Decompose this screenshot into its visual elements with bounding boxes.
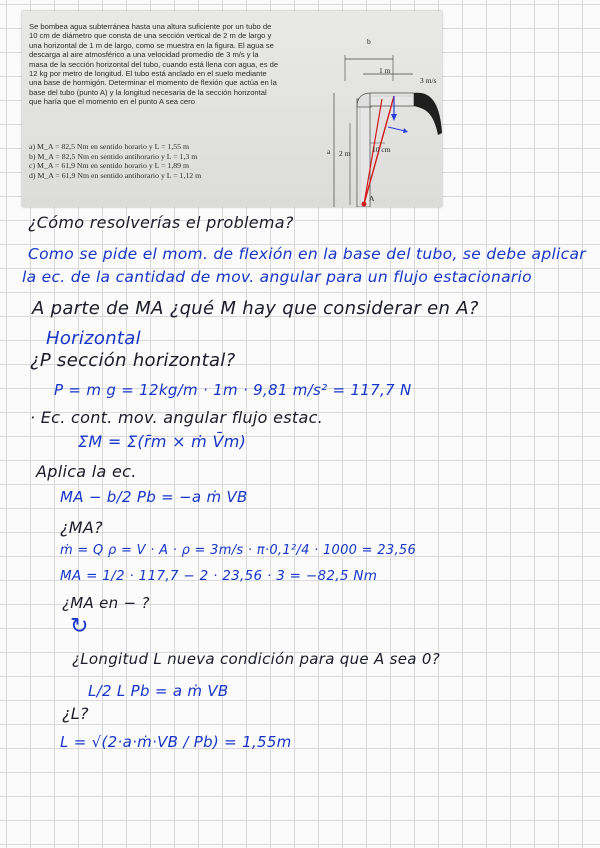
label-point-a: A: [369, 194, 375, 203]
note-answer-line1: Como se pide el mom. de flexión en la base del tubo, se debe aplicar: [28, 245, 586, 263]
note-answer-horizontal: Horizontal: [46, 328, 141, 349]
note-length-condition: L/2 L Pb = a ṁ VB: [88, 682, 229, 700]
note-question-ma: ¿MA?: [60, 518, 103, 537]
pipe-figure: [297, 31, 442, 207]
note-ma-result: MA = 1/2 · 117,7 − 2 · 23,56 · 3 = −82,5 Nm: [60, 568, 378, 584]
note-length-result: L = √(2·a·ṁ·VB / Pb) = 1,55m: [60, 733, 292, 751]
clockwise-arrow-icon: ↻: [70, 614, 89, 639]
note-question-moment: A parte de MA ¿qué M hay que considerar en A?: [32, 298, 479, 319]
note-mass-flow-calc: ṁ = Q ρ = V · A · ρ = 3m/s · π·0,1²/4 · 1000 = 23,56: [60, 543, 417, 558]
pipe-diagram: [297, 31, 442, 207]
option-a: a) M_A = 82,5 Nm en sentido horario y L = 1,55 m: [29, 142, 190, 151]
water-jet: [414, 93, 442, 135]
pipe-elbow: [357, 93, 371, 107]
note-moment-equation: MA − b/2 Pb = −a ṁ VB: [60, 488, 248, 506]
note-answer-line2: la ec. de la cantidad de mov. angular para un flujo estacionario: [22, 268, 532, 286]
note-question-l: ¿L?: [62, 704, 89, 723]
label-1m: 1 m: [379, 66, 391, 75]
note-question-resolve: ¿Cómo resolverías el problema?: [28, 213, 294, 232]
label-2m: 2 m: [339, 149, 351, 158]
note-question-length: ¿Longitud L nueva condición para que A sea 0?: [72, 650, 440, 668]
note-question-weight: ¿P sección horizontal?: [30, 350, 236, 371]
note-apply-eq: Aplica la ec.: [36, 462, 137, 481]
note-question-sign: ¿MA en − ?: [62, 594, 150, 612]
note-angular-momentum-eq: · Ec. cont. mov. angular flujo estac.: [30, 408, 324, 427]
option-d: d) M_A = 61,9 Nm en sentido antihorario y L = 1,12 m: [29, 170, 202, 180]
problem-statement: Se bombea agua subterránea hasta una altura suficiente por un tubo de 10 cm de diámetro que consta de una sección vertical de 2 m de largo y una horizontal de 1 m de largo, como se muestra en la figura. El agua se descarga al aire atmosférico a una velocidad promedio de 3 m/s y la masa de la sección horizontal del tubo, cuando está llena con agua, es de 12 kg por metro de longitud. El tubo está anclado en el suelo mediante una base de hormigón. Determinar el momento de flexión que actúa en la base del tubo (punto A) y la longitud necesaria de la sección horizontal que haría que el momento en el punto A sea cero: [29, 22, 279, 107]
problem-photo: [22, 11, 442, 207]
label-10cm: 10 cm: [372, 145, 391, 154]
answer-options: [29, 142, 279, 180]
note-weight-calc: P = m g = 12kg/m · 1m · 9,81 m/s² = 117,7 N: [54, 381, 412, 399]
label-3ms: 3 m/s: [420, 76, 437, 85]
note-sum-moments: ΣM = Σ(r̄m × ṁ V̄m): [78, 432, 247, 451]
label-b: b: [367, 37, 371, 46]
label-a: a: [327, 147, 331, 156]
option-b: b) M_A = 82,5 Nm en sentido antihorario y L = 1,3 m: [29, 151, 198, 161]
option-c: c) M_A = 61,9 Nm en sentido horario y L = 1,89 m: [29, 161, 190, 171]
